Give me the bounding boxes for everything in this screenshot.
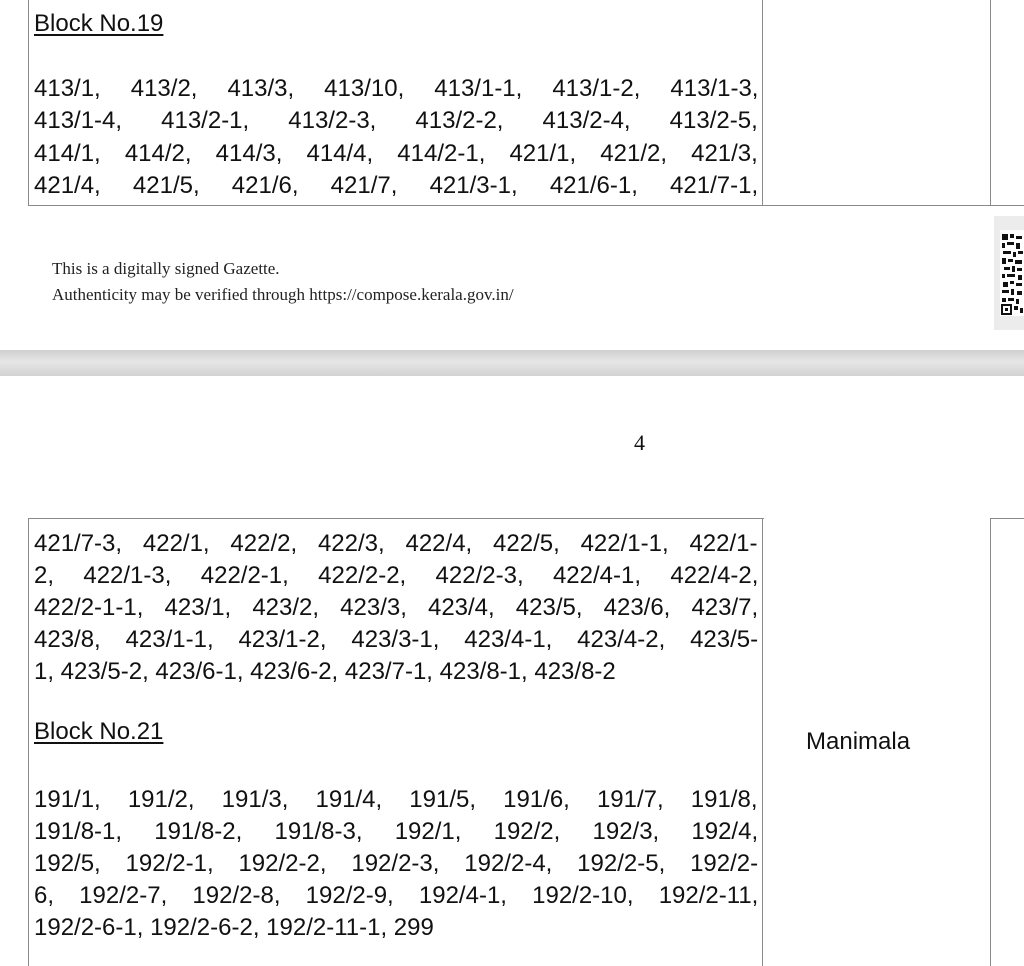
page-number: 4 xyxy=(634,430,645,455)
survey-numbers-line: 2, 422/1-3, 422/2-1, 422/2-2, 422/2-3, 422/4-1, 422/4-2, xyxy=(34,562,759,589)
table-border-right xyxy=(990,518,991,966)
table-border-left xyxy=(28,0,29,206)
survey-numbers-line: 422/2-1-1, 423/1, 423/2, 423/3, 423/4, 423/5, 423/6, 423/7, xyxy=(34,594,759,621)
survey-numbers-line: 413/1-4, 413/2-1, 413/2-3, 413/2-2, 413/2-4, 413/2-5, xyxy=(34,107,758,134)
survey-numbers-line: 423/8, 423/1-1, 423/1-2, 423/3-1, 423/4-1, 423/4-2, 423/5- xyxy=(34,626,759,653)
table-border-left xyxy=(28,518,29,966)
survey-numbers-line: 192/2-6-1, 192/2-6-2, 192/2-11-1, 299 xyxy=(34,914,434,941)
table-top-border xyxy=(28,518,764,519)
survey-numbers-line: 191/1, 191/2, 191/3, 191/4, 191/5, 191/6, 191/7, 191/8, xyxy=(34,786,758,813)
table-top-border-right xyxy=(990,518,1024,519)
digital-signature-notice: This is a digitally signed Gazette. xyxy=(52,259,280,278)
survey-numbers-line: 414/1, 414/2, 414/3, 414/4, 414/2-1, 421/1, 421/2, 421/3, xyxy=(34,140,758,167)
authenticity-notice: Authenticity may be verified through https://compose.kerala.gov.in/ xyxy=(52,285,514,304)
page-separator xyxy=(0,350,1024,376)
survey-numbers-line: 6, 192/2-7, 192/2-8, 192/2-9, 192/4-1, 192/2-10, 192/2-11, xyxy=(34,882,759,909)
survey-numbers-line: 1, 423/5-2, 423/6-1, 423/6-2, 423/7-1, 423/8-1, 423/8-2 xyxy=(34,658,616,685)
survey-numbers-line: 191/8-1, 191/8-2, 191/8-3, 192/1, 192/2, 192/3, 192/4, xyxy=(34,818,759,845)
block-heading: Block No.19 xyxy=(34,10,164,37)
survey-numbers-line: 413/1, 413/2, 413/3, 413/10, 413/1-1, 413/1-2, 413/1-3, xyxy=(34,75,759,102)
qr-code-image xyxy=(994,216,1024,330)
village-name: Manimala xyxy=(806,728,911,755)
table-bottom-border xyxy=(28,205,1024,206)
gazette-page-3 xyxy=(0,0,1024,350)
survey-numbers-line: 421/7-3, 422/1, 422/2, 422/3, 422/4, 422/5, 422/1-1, 422/1- xyxy=(34,530,758,557)
survey-numbers-line: 192/5, 192/2-1, 192/2-2, 192/2-3, 192/2-4, 192/2-5, 192/2- xyxy=(34,850,759,877)
table-border-right xyxy=(990,0,991,206)
table-column-divider xyxy=(762,0,763,206)
table-column-divider xyxy=(762,518,763,966)
survey-numbers-line: 421/4, 421/5, 421/6, 421/7, 421/3-1, 421/6-1, 421/7-1, xyxy=(34,172,759,199)
block-heading: Block No.21 xyxy=(34,718,164,745)
